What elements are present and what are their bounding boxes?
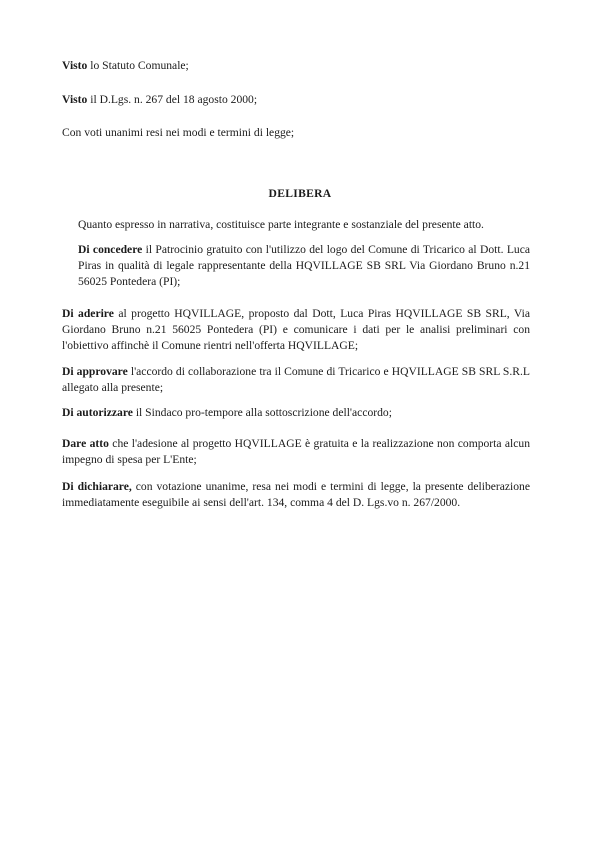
premise-voti: Con voti unanimi resi nei modi e termini di legge;: [62, 126, 295, 139]
item-di-aderire: Di aderire al progetto HQVILLAGE, proposto dal Dott, Luca Piras HQVILLAGE SB SRL, Via Giordano Bruno n.21 56025 Pontedera (PI) e comunicare i dati per le analisi preliminari con l'obiettivo affinchè il Comune rientri nell'offerta HQVILLAGE;: [62, 307, 530, 352]
item-di-concedere: Di concedere il Patrocinio gratuito con l'utilizzo del logo del Comune di Tricarico al Dott. Luca Piras in qualità di legale rappresentante della HQVILLAGE SB SRL Via Giordano Bruno n.21 56025 Pontedera (PI);: [78, 243, 530, 288]
premise-statuto: Visto lo Statuto Comunale;: [62, 59, 189, 72]
intro-paragraph: Quanto espresso in narrativa, costituisce parte integrante e sostanziale del presente atto.: [78, 218, 484, 231]
item-di-approvare: Di approvare l'accordo di collaborazione tra il Comune di Tricarico e HQVILLAGE SB SRL S.R.L allegato alla presente;: [62, 365, 530, 394]
item-di-dichiarare: Di dichiarare, con votazione unanime, resa nei modi e termini di legge, la presente deliberazione immediatamente eseguibile ai sensi dell'art. 134, comma 4 del D. Lgs.vo n. 267/2000.: [62, 480, 530, 509]
delibera-heading: DELIBERA: [268, 187, 332, 200]
premise-dlgs: Visto il D.Lgs. n. 267 del 18 agosto 2000;: [62, 93, 258, 106]
item-dare-atto: Dare atto che l'adesione al progetto HQVILLAGE è gratuita e la realizzazione non comporta alcun impegno di spesa per L'Ente;: [62, 437, 530, 466]
item-di-autorizzare: Di autorizzare il Sindaco pro-tempore alla sottoscrizione dell'accordo;: [62, 406, 392, 419]
